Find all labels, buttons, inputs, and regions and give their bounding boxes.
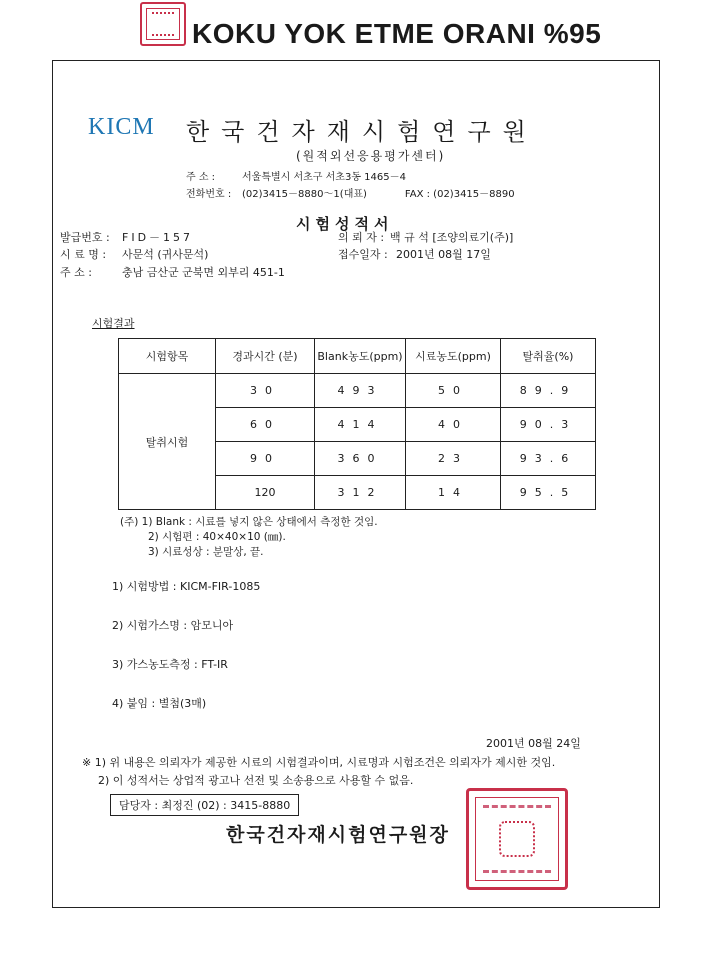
signature-title: 한국건자재시험연구원장: [226, 824, 450, 846]
table-notes: [120, 515, 378, 560]
table-cell: 90.3: [501, 408, 596, 442]
org-name: 한국건자재시험연구원: [186, 118, 538, 146]
results-table: [118, 338, 596, 510]
issue-date: 2001년 08월 24일: [486, 737, 581, 750]
issue-number: 발급번호 : FID－157: [60, 231, 194, 244]
red-seal-stamp-small: [140, 2, 186, 46]
table-cell: 312: [315, 476, 406, 510]
table-cell: 23: [406, 442, 501, 476]
footnote-line: ※ 1) 위 내용은 의뢰자가 제공한 시료의 시험결과이며, 시료명과 시험조건은 의뢰자가 제시한 것임.: [82, 756, 556, 769]
col-header: 시험항목: [119, 339, 216, 374]
table-cell: 40: [406, 408, 501, 442]
org-phone: 전화번호 : (02)3415－8880～1(대표) FAX : (02)3415－8890: [186, 189, 515, 200]
gas-measurement: 3) 가스농도측정 : FT-IR: [112, 658, 228, 671]
banner-title: KOKU YOK ETME ORANI %95: [192, 18, 602, 49]
table-cell: 493: [315, 374, 406, 408]
table-cell: 89.9: [501, 374, 596, 408]
col-header: Blank농도(ppm): [315, 339, 406, 374]
test-item-cell: 탈취시험: [119, 374, 216, 510]
table-cell: 50: [406, 374, 501, 408]
contact-box: 담당자 : 최정진 (02) : 3415-8880: [110, 794, 299, 816]
note-line: 2) 시험편 : 40×40×10 (㎜).: [148, 531, 286, 543]
table-cell: 95.5: [501, 476, 596, 510]
table-cell: 14: [406, 476, 501, 510]
kicm-logo: KICM: [88, 114, 155, 140]
table-cell: 60: [216, 408, 315, 442]
test-method: 1) 시험방법 : KICM-FIR-1085: [112, 580, 261, 593]
sample-name: 시 료 명 : 사문석 (귀사문석): [60, 248, 209, 261]
note-line: (주) 1) Blank : 시료를 넣지 않은 상태에서 측정한 것임.: [120, 516, 378, 528]
table-cell: 90: [216, 442, 315, 476]
test-gas: 2) 시험가스명 : 암모니아: [112, 619, 234, 632]
sub-org: (원적외선응용평가센터): [296, 149, 446, 163]
table-cell: 414: [315, 408, 406, 442]
section-title: 시험결과: [92, 317, 135, 330]
received-date: 접수일자 : 2001년 08월 17일: [338, 248, 491, 261]
note-line: 3) 시료성상 : 분말상, 끝.: [148, 546, 264, 558]
org-address: 주 소 : 서울특별시 서초구 서초3동 1465－4: [186, 172, 406, 183]
red-seal-stamp: [466, 788, 568, 890]
attachment: 4) 붙임 : 별첨(3매): [112, 697, 207, 710]
table-row: [119, 374, 596, 408]
document-title: 시험성적서: [296, 215, 394, 233]
table-cell: 30: [216, 374, 315, 408]
client-address: 주 소 : 충남 금산군 군북면 외부리 451-1: [60, 266, 285, 279]
col-header: 시료농도(ppm): [406, 339, 501, 374]
footnote-line: 2) 이 성적서는 상업적 광고나 선전 및 소송용으로 사용할 수 없음.: [98, 774, 414, 787]
col-header: 경과시간 (분): [216, 339, 315, 374]
table-cell: 360: [315, 442, 406, 476]
table-cell: 93.6: [501, 442, 596, 476]
table-cell: 120: [216, 476, 315, 510]
table-header-row: [119, 339, 596, 374]
client: 의 뢰 자 : 백 규 석 [조양의료기(주)]: [338, 231, 514, 244]
col-header: 탈취율(%): [501, 339, 596, 374]
